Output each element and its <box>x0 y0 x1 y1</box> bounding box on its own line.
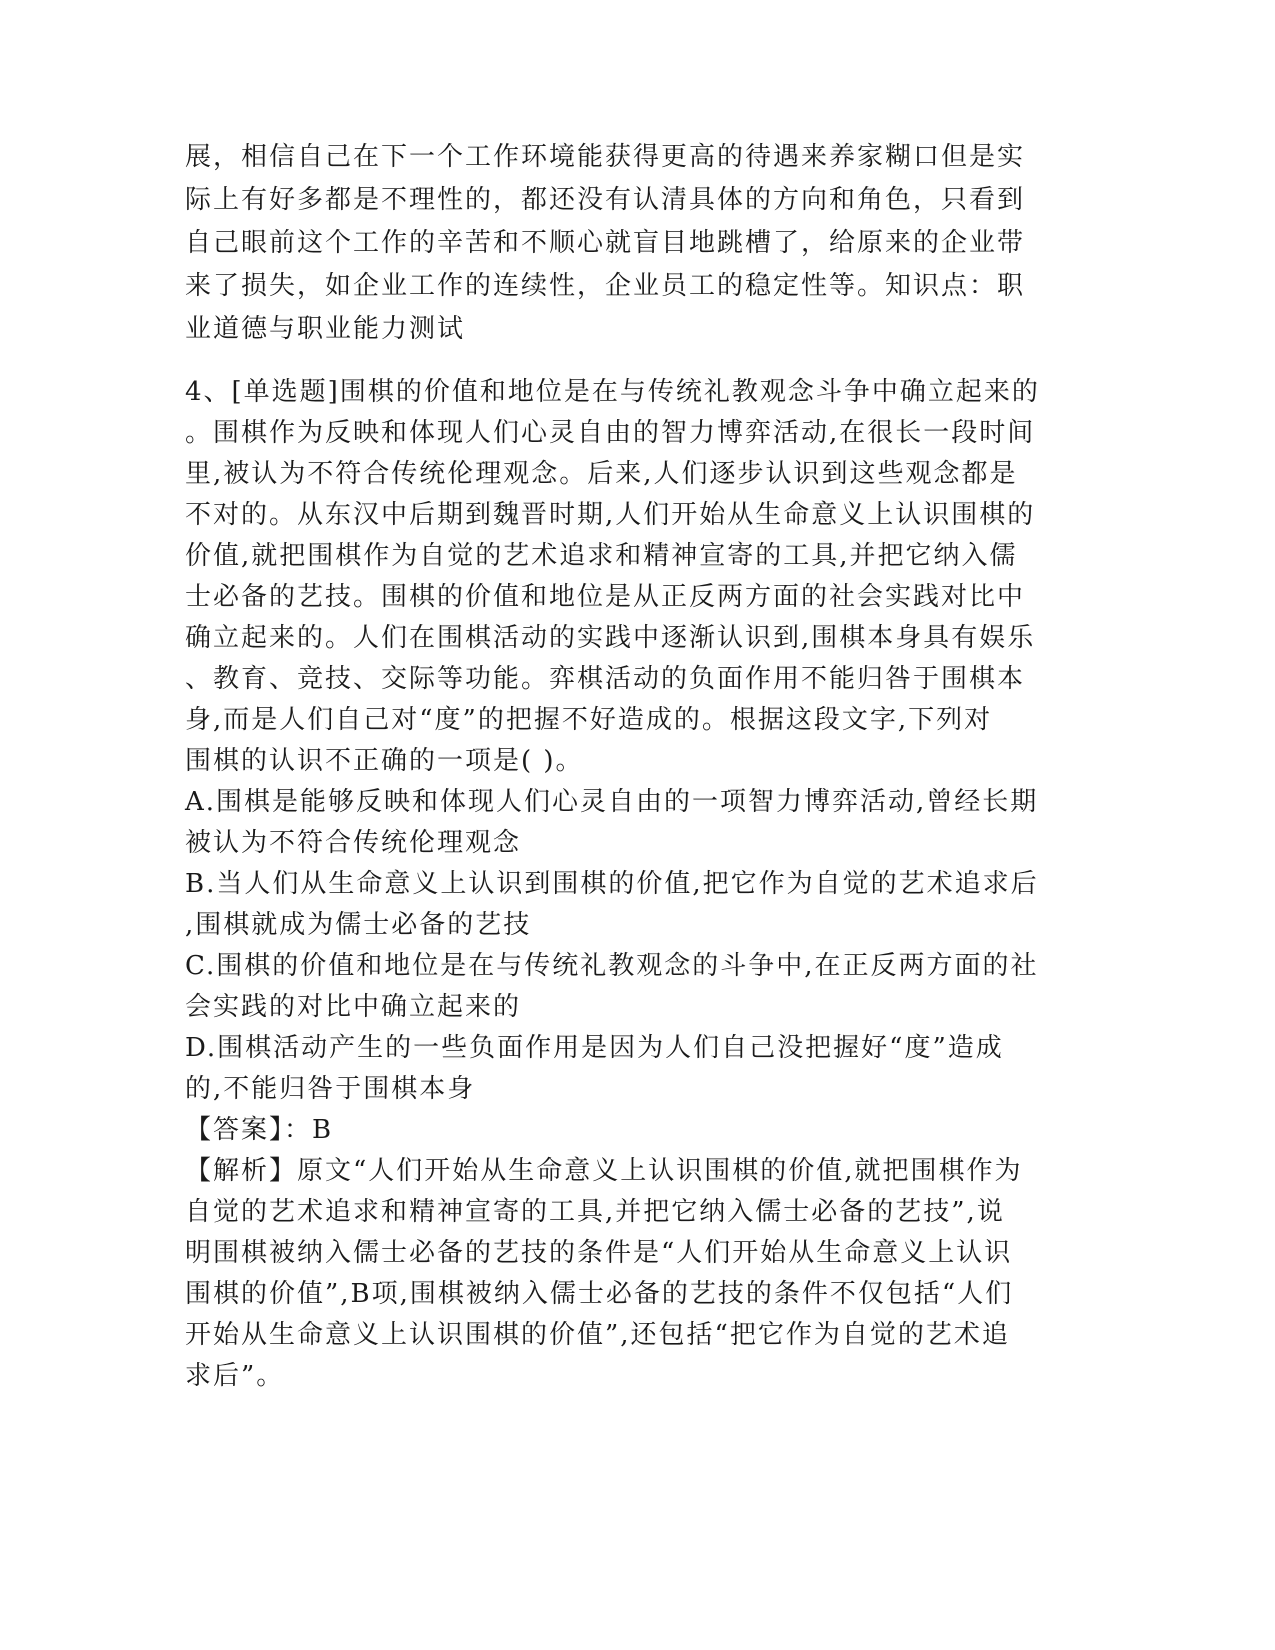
text-line: 来了损失，如企业工作的连续性，企业员工的稳定性等。知识点：职 <box>185 271 1026 301</box>
analysis-line: 求后”。 <box>185 1361 285 1391</box>
text-line: 展，相信自己在下一个工作环境能获得更高的待遇来养家糊口但是实 <box>185 142 1026 172</box>
analysis-line: 开始从生命意义上认识围棋的价值”,还包括“把它作为自觉的艺术追 <box>185 1320 1010 1350</box>
analysis-line: 自觉的艺术追求和精神宣寄的工具,并把它纳入儒士必备的艺技”,说 <box>185 1197 1005 1227</box>
option-d: D.围棋活动产生的一些负面作用是因为人们自己没把握好“度”造成 <box>185 1033 1004 1063</box>
option-b-cont: ,围棋就成为儒士必备的艺技 <box>185 910 532 940</box>
question-line: 价值,就把围棋作为自觉的艺术追求和精神宣寄的工具,并把它纳入儒 <box>185 541 1018 571</box>
question-line: 不对的。从东汉中后期到魏晋时期,人们开始从生命意义上认识围棋的 <box>185 500 1036 530</box>
text-line: 自己眼前这个工作的辛苦和不顺心就盲目地跳槽了，给原来的企业带 <box>185 228 1026 258</box>
text-line: 际上有好多都是不理性的，都还没有认清具体的方向和角色，只看到 <box>185 185 1026 215</box>
answer-line: 【答案】：B <box>185 1115 334 1145</box>
question-line: 。围棋作为反映和体现人们心灵自由的智力博弈活动,在很长一段时间 <box>185 418 1036 448</box>
analysis-line: 明围棋被纳入儒士必备的艺技的条件是“人们开始从生命意义上认识 <box>185 1238 1013 1268</box>
question-line: 围棋的认识不正确的一项是( )。 <box>185 746 584 776</box>
question-line: 里,被认为不符合传统伦理观念。后来,人们逐步认识到这些观念都是 <box>185 459 1018 489</box>
option-d-cont: 的,不能归咎于围棋本身 <box>185 1074 476 1104</box>
option-c-cont: 会实践的对比中确立起来的 <box>185 992 522 1022</box>
option-a-cont: 被认为不符合传统伦理观念 <box>185 828 522 858</box>
option-a: A.围棋是能够反映和体现人们心灵自由的一项智力博弈活动,曾经长期 <box>185 787 1039 817</box>
text-line: 业道德与职业能力测试 <box>185 314 466 344</box>
question-line: 确立起来的。人们在围棋活动的实践中逐渐认识到,围棋本身具有娱乐 <box>185 623 1036 653</box>
option-b: B.当人们从生命意义上认识到围棋的价值,把它作为自觉的艺术追求后 <box>185 869 1039 899</box>
question-line: 身,而是人们自己对“度”的把握不好造成的。根据这段文字,下列对 <box>185 705 993 735</box>
question-line: 士必备的艺技。围棋的价值和地位是从正反两方面的社会实践对比中 <box>185 582 1026 612</box>
analysis-line: 【解析】原文“人们开始从生命意义上认识围棋的价值,就把围棋作为 <box>185 1156 1023 1186</box>
question-line: 、教育、竞技、交际等功能。弈棋活动的负面作用不能归咎于围棋本 <box>185 664 1026 694</box>
question-line: 4、[单选题]围棋的价值和地位是在与传统礼教观念斗争中确立起来的 <box>185 377 1040 407</box>
analysis-line: 围棋的价值”,B项,围棋被纳入儒士必备的艺技的条件不仅包括“人们 <box>185 1279 1014 1309</box>
option-c: C.围棋的价值和地位是在与传统礼教观念的斗争中,在正反两方面的社 <box>185 951 1039 981</box>
